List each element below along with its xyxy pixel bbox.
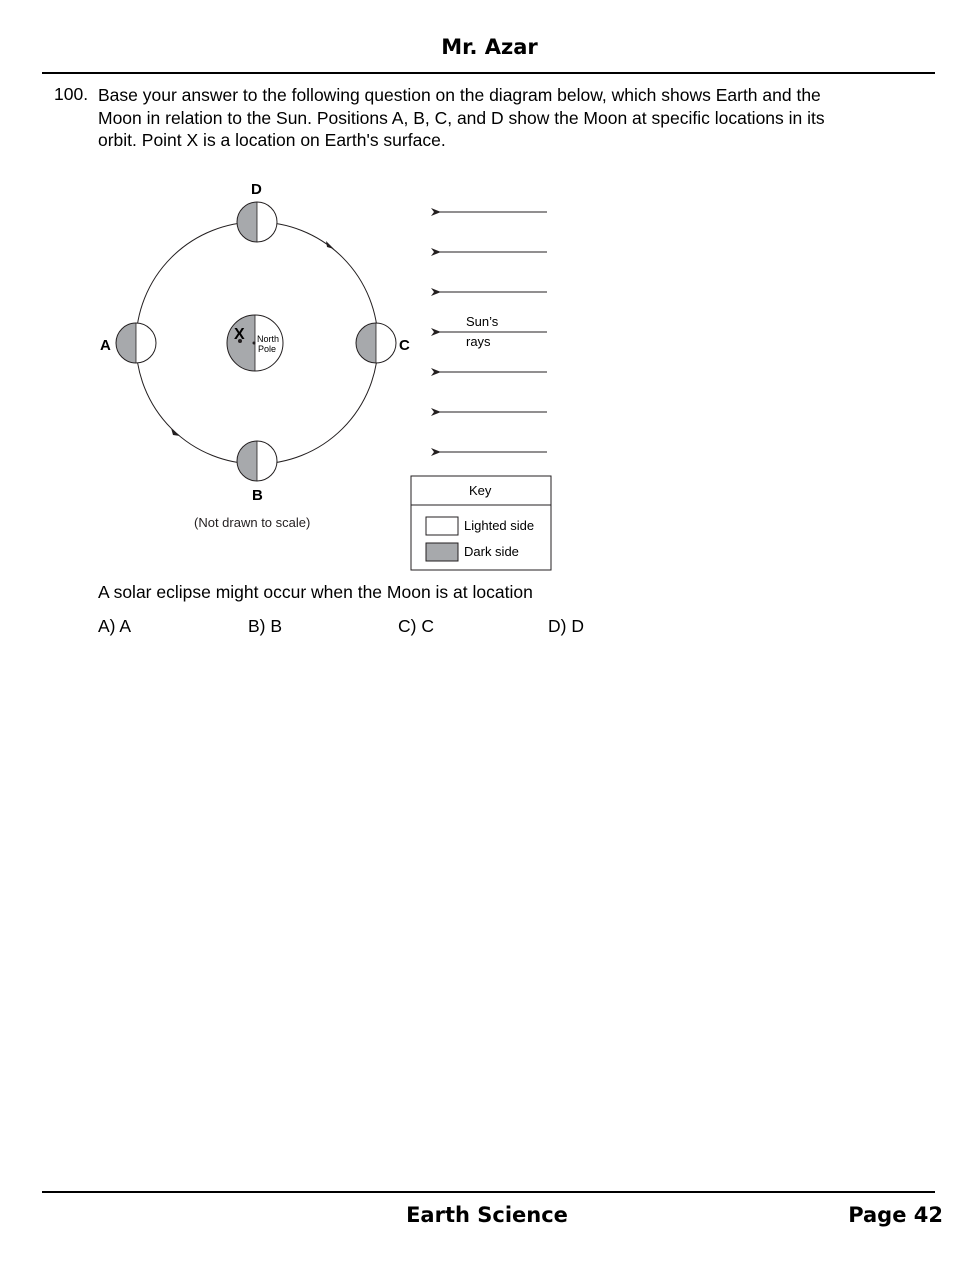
footer-page-number: Page 42	[848, 1203, 943, 1227]
question-number: 100.	[54, 84, 89, 104]
scale-note: (Not drawn to scale)	[194, 515, 311, 530]
page-header-title: Mr. Azar	[441, 35, 538, 59]
header-divider	[42, 72, 935, 74]
north-pole-label-line2: Pole	[258, 344, 277, 354]
answer-choice-c[interactable]: C) C	[398, 616, 434, 636]
north-pole-label-line1: North	[257, 334, 280, 344]
key-lighted-swatch	[426, 517, 458, 535]
point-x-label: X	[234, 326, 245, 343]
moon-position-c	[356, 323, 396, 363]
moon-label-c: C	[399, 337, 410, 354]
moon-label-a: A	[100, 337, 111, 354]
question-prompt: A solar eclipse might occur when the Moon is at location	[98, 582, 533, 602]
orbit-arrow-upper	[326, 241, 334, 249]
answer-choice-a[interactable]: A) A	[98, 616, 132, 636]
footer-divider	[42, 1191, 935, 1193]
key-dark-label: Dark side	[464, 544, 519, 559]
sun-rays	[440, 212, 547, 452]
north-pole-marker	[253, 342, 256, 345]
key-lighted-label: Lighted side	[464, 518, 535, 533]
key-title: Key	[469, 483, 492, 498]
moon-position-d	[237, 202, 277, 242]
moon-position-a	[116, 323, 156, 363]
footer-subject: Earth Science	[406, 1203, 568, 1227]
answer-choice-d[interactable]: D) D	[548, 616, 584, 636]
question-text: Base your answer to the following question on the diagram below, which shows Earth and the Moon in relation to the Sun. Positions A, B, C, and D show the Moon at specific locations in its orbit. Point X is a location on Earth's surface.	[98, 85, 825, 150]
key-dark-swatch	[426, 543, 458, 561]
moon-label-b: B	[252, 487, 263, 504]
sun-rays-label-line2: rays	[466, 334, 491, 349]
moon-position-b	[237, 441, 277, 481]
earth-moon-orbit-diagram	[90, 170, 570, 580]
moon-label-d: D	[251, 181, 262, 198]
sun-rays-label-line1: Sun’s	[466, 314, 499, 329]
answer-choice-b[interactable]: B) B	[248, 616, 283, 636]
